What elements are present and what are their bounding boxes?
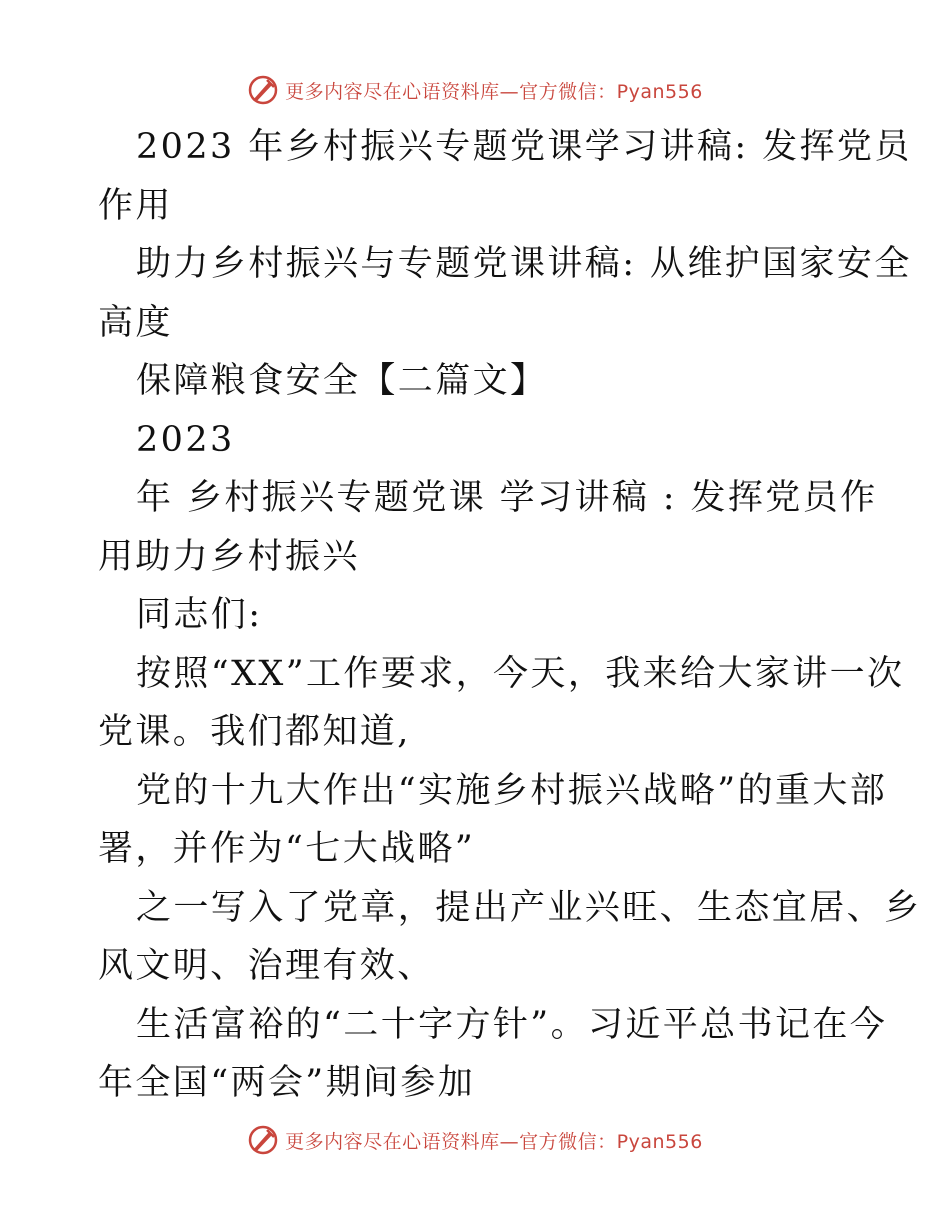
body-line: 党的十九大作出“实施乡村振兴战略”的重大部 (136, 770, 888, 811)
watermark-text: 更多内容尽在心语资料库—官方微信：Pyan556 (285, 80, 703, 103)
quill-seal-icon (247, 1124, 279, 1156)
watermark-text: 更多内容尽在心语资料库—官方微信：Pyan556 (285, 1130, 703, 1153)
body-line: 年全国“两会”期间参加 (98, 1063, 476, 1103)
footer-watermark (0, 1120, 950, 1160)
body-line: 按照“XX”工作要求，今天，我来给大家讲一次 (136, 653, 905, 694)
section-year: 2023 (136, 419, 235, 460)
title-line-1: 2023 年乡村振兴专题党课学习讲稿: 发挥党员 (136, 127, 912, 167)
section-heading-line-1: 年 乡村振兴专题党课 学习讲稿 : 发挥党员作 (136, 478, 878, 518)
title-line-3: 助力乡村振兴与专题党课讲稿: 从维护国家安全 (136, 244, 912, 284)
salutation: 同志们: (136, 595, 263, 635)
body-line: 之一写入了党章，提出产业兴旺、生态宜居、乡 (136, 887, 922, 928)
header-watermark (0, 70, 950, 110)
title-line-2: 作用 (98, 185, 173, 226)
section-heading-line-2: 用助力乡村振兴 (98, 536, 360, 577)
title-line-5: 保障粮食安全【二篇文】 (136, 361, 548, 401)
quill-seal-icon (247, 74, 279, 106)
body-line: 党课。我们都知道, (98, 712, 411, 752)
title-line-4: 高度 (98, 302, 173, 343)
body-line: 生活富裕的“二十字方针”。习近平总书记在今 (136, 1004, 888, 1045)
body-line: 风文明、治理有效、 (98, 946, 435, 986)
body-line: 署，并作为“七大战略” (98, 829, 476, 869)
document-body (98, 118, 922, 1113)
